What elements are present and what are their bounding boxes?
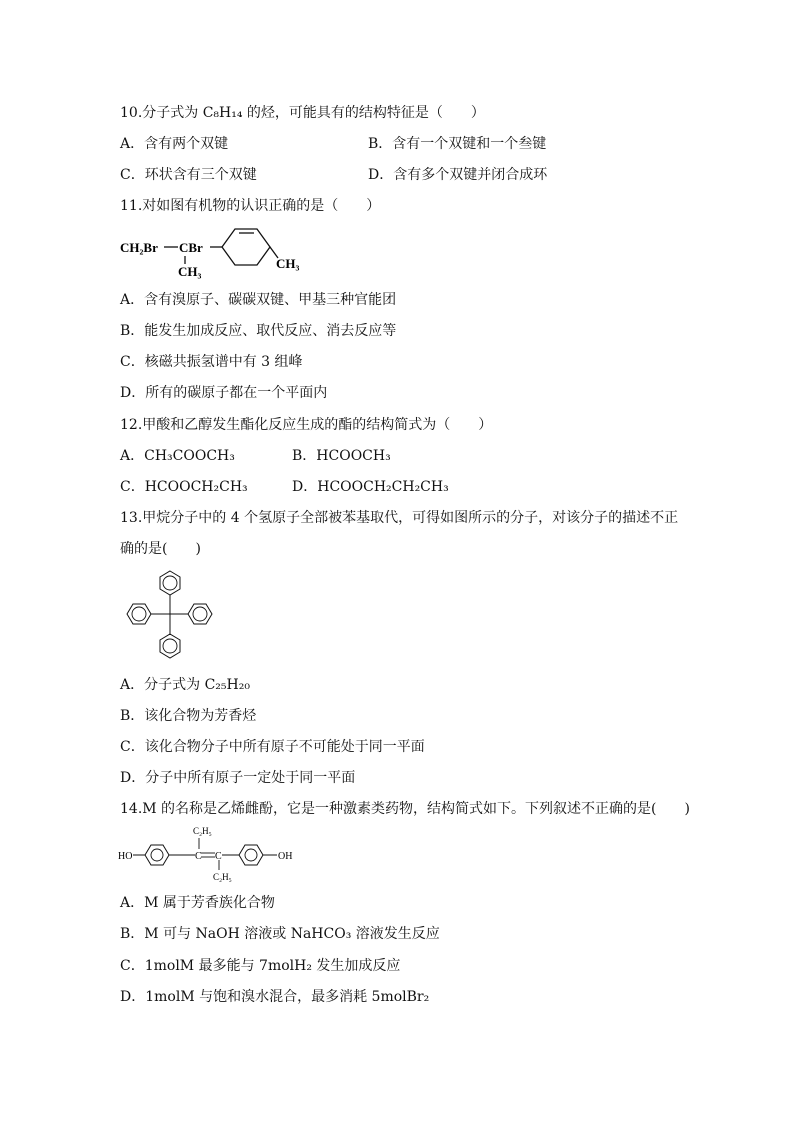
option-letter: B． (292, 448, 317, 464)
option-letter: C． (120, 479, 145, 495)
option-text: 该化合物分子中所有原子不可能处于同一平面 (144, 739, 425, 755)
q13-stem-line2: 确的是( ) (120, 541, 201, 557)
ring-ch3-label: CH₃ (276, 256, 300, 271)
option-text: CH₃COOCH₃ (144, 448, 235, 464)
option-letter: C． (120, 354, 145, 370)
q14-diethylstilbestrol-diagram (117, 822, 299, 884)
q12-option-a (120, 447, 235, 465)
q11-option-d (120, 384, 327, 402)
option-text: 含有溴原子、碳碳双键、甲基三种官能团 (144, 292, 397, 308)
q12-option-d (292, 478, 449, 496)
option-text: 含有两个双键 (144, 136, 229, 152)
option-text: M 可与 NaOH 溶液或 NaHCO₃ 溶液发生反应 (144, 926, 440, 942)
oh-label: OH (278, 851, 293, 862)
option-text: 分子式为 C₂₅H₂₀ (144, 677, 250, 693)
option-letter: D． (120, 770, 146, 786)
option-letter: C． (120, 958, 145, 974)
q13-tetraphenylmethane-diagram (116, 566, 222, 662)
option-letter: B． (120, 926, 145, 942)
option-text: 能发生加成反应、取代反应、消去反应等 (144, 323, 397, 339)
option-letter: A． (120, 136, 145, 152)
option-letter: D． (292, 479, 318, 495)
q13-option-c (120, 738, 425, 756)
q11-option-c (120, 353, 303, 371)
q10-option-d (368, 166, 547, 184)
q12-option-c (120, 478, 248, 496)
q10-option-b (368, 135, 546, 153)
q12-stem: 12.甲酸和乙醇发生酯化反应生成的酯的结构简式为（ ） (120, 417, 493, 433)
option-text: 所有的碳原子都在一个平面内 (145, 385, 328, 401)
q11-structure-diagram (118, 220, 318, 280)
q12-option-b (292, 447, 391, 465)
q11-option-a (120, 291, 396, 309)
option-letter: B． (120, 708, 145, 724)
option-letter: C． (120, 167, 145, 183)
option-text: HCOOCH₃ (316, 448, 391, 464)
cbr-label: CBr (179, 240, 203, 255)
q14-option-c (120, 957, 400, 975)
option-letter: B． (120, 323, 145, 339)
option-letter: B． (368, 136, 393, 152)
option-text: 环状含有三个双键 (144, 167, 257, 183)
c-left-label: C (195, 851, 202, 862)
option-letter: A． (120, 292, 145, 308)
option-letter: A． (120, 895, 145, 911)
q10-stem: 10.分子式为 C₈H₁₄ 的烃，可能具有的结构特征是（ ） (120, 105, 485, 121)
c-right-label: C (215, 851, 222, 862)
option-letter: A． (120, 448, 145, 464)
q11-option-b (120, 322, 396, 340)
q13-option-a (120, 676, 250, 694)
q14-stem: 14.M 的名称是乙烯雌酚，它是一种激素类药物，结构简式如下。下列叙述不正确的是( ) (120, 801, 690, 817)
q13-stem-line1: 13.甲烷分子中的 4 个氢原子全部被苯基取代，可得如图所示的分子，对该分子的描述不正 (120, 510, 679, 526)
q11-stem: 11.对如图有机物的认识正确的是（ ） (120, 198, 381, 214)
option-letter: A． (120, 677, 145, 693)
q13-option-d (120, 769, 355, 787)
ethyl-top-label: C₂H₅ (193, 826, 212, 836)
option-letter: D． (368, 167, 394, 183)
ch3-branch-label: CH₃ (178, 264, 202, 279)
q14-option-b (120, 925, 440, 943)
ho-label: HO (118, 851, 133, 862)
option-text: 分子中所有原子一定处于同一平面 (145, 770, 356, 786)
ethyl-bottom-label: C₂H₅ (213, 872, 232, 882)
option-text: 含有多个双键并闭合成环 (393, 167, 548, 183)
option-letter: C． (120, 739, 145, 755)
option-text: HCOOCH₂CH₂CH₃ (317, 479, 449, 495)
ch2br-label: CH₂Br (120, 240, 158, 255)
option-text: HCOOCH₂CH₃ (144, 479, 248, 495)
option-text: M 属于芳香族化合物 (144, 895, 275, 911)
q14-option-d (120, 988, 429, 1006)
q13-option-b (120, 707, 256, 725)
option-letter: D． (120, 385, 146, 401)
q10-option-c (120, 166, 257, 184)
option-text: 该化合物为芳香烃 (144, 708, 257, 724)
option-text: 含有一个双键和一个叁键 (392, 136, 547, 152)
option-text: 1molM 最多能与 7molH₂ 发生加成反应 (144, 958, 401, 974)
option-text: 核磁共振氢谱中有 3 组峰 (144, 354, 303, 370)
q10-option-a (120, 135, 228, 153)
option-text: 1molM 与饱和溴水混合，最多消耗 5molBr₂ (145, 989, 430, 1005)
q14-option-a (120, 894, 275, 912)
option-letter: D． (120, 989, 146, 1005)
